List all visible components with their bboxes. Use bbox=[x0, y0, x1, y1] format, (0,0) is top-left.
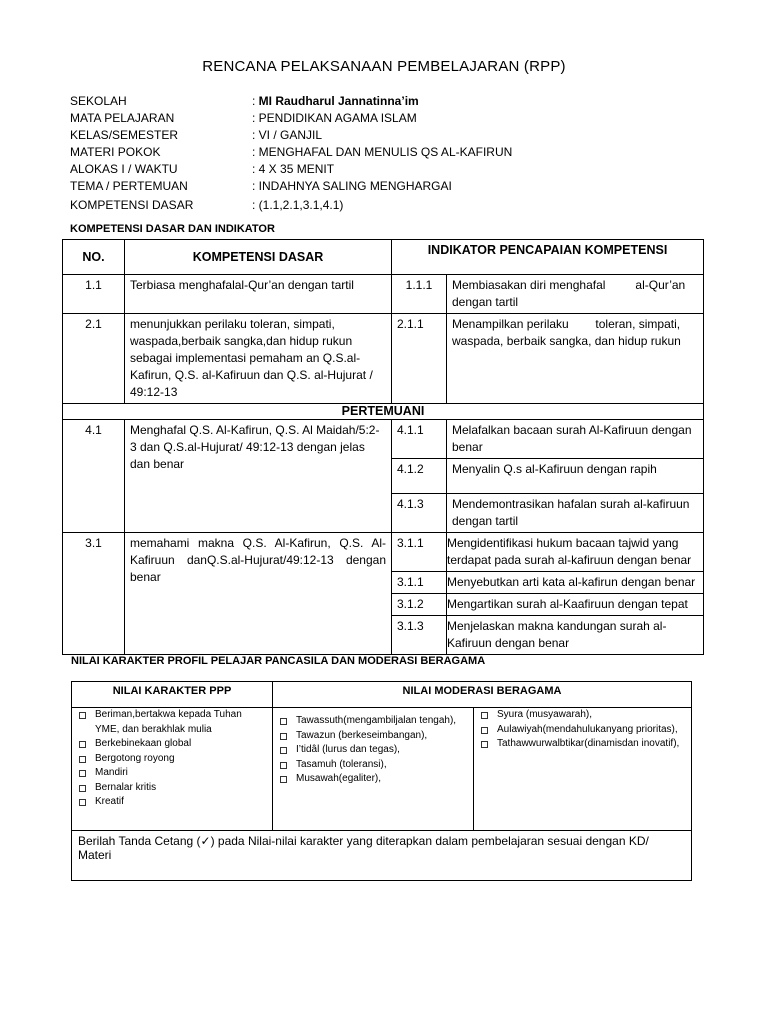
indicator-text: Menyalin Q.s al-Kafiruun dengan rapih bbox=[447, 459, 704, 494]
ppp-moderasi-table bbox=[71, 681, 692, 881]
info-label: MATERI POKOK bbox=[70, 145, 161, 159]
kd-number: 4.1 bbox=[63, 420, 125, 533]
info-label: KELAS/SEMESTER bbox=[70, 128, 179, 142]
pertemuan-label: PERTEMUANI bbox=[63, 404, 704, 420]
checkbox-icon[interactable] bbox=[280, 762, 287, 769]
ppp-list-cell bbox=[72, 708, 273, 831]
table-row bbox=[63, 275, 704, 314]
info-value bbox=[252, 178, 452, 195]
kd-text: memahami makna Q.S. Al-Kafirun, Q.S. Al-Kafiruun danQ.S.al-Hujurat/49:12-13 dengan benar bbox=[125, 533, 392, 655]
list-item bbox=[474, 708, 687, 723]
indicator-text: Menjelaskan makna kandungan surah al-Kafiruun dengan benar bbox=[447, 616, 704, 655]
indicator-number: 3.1.1 bbox=[392, 533, 447, 572]
list-item bbox=[273, 743, 469, 758]
info-separator: : bbox=[252, 94, 259, 108]
table-row bbox=[63, 420, 704, 459]
checkbox-icon[interactable] bbox=[79, 799, 86, 806]
info-label: MATA PELAJARAN bbox=[70, 111, 175, 125]
kd-number: 3.1 bbox=[63, 533, 125, 655]
moderasi-list bbox=[474, 708, 687, 752]
ppp-list bbox=[72, 708, 268, 810]
info-value bbox=[252, 144, 512, 161]
list-item-label: Berkebinekaan global bbox=[95, 738, 192, 749]
page-title: RENCANA PELAKSANAAN PEMBELAJARAN (RPP) bbox=[202, 58, 566, 75]
kd-text: menunjukkan perilaku toleran, simpati, waspada,berbaik sangka,dan hidup rukun sebagai implementasi pemaham an Q.S.al-Kafirun, Q.S. al-Kafiruun dan Q.S. al-Hujurat / 49:12-13 bbox=[125, 314, 392, 404]
info-label: KOMPETENSI DASAR bbox=[70, 198, 194, 212]
indicator-text: Mengartikan surah al-Kaafiruun dengan tepat bbox=[447, 594, 704, 616]
indicator-text: Mendemontrasikan hafalan surah al-kafiruun dengan tartil bbox=[447, 494, 704, 533]
list-item bbox=[273, 729, 469, 744]
header-indikator: INDIKATOR PENCAPAIAN KOMPETENSI bbox=[392, 240, 704, 275]
table-header-row bbox=[63, 240, 704, 275]
header-nilai-karakter-ppp: NILAI KARAKTER PPP bbox=[72, 682, 273, 708]
pertemuan-row bbox=[63, 404, 704, 420]
kd-indicator-table bbox=[62, 239, 704, 655]
indicator-number: 4.1.3 bbox=[392, 494, 447, 533]
info-value-text: VI / GANJIL bbox=[258, 128, 323, 142]
indicator-text: Mengidentifikasi hukum bacaan tajwid yang terdapat pada surah al-kafiruun dengan benar bbox=[447, 533, 704, 572]
moderasi-list bbox=[273, 714, 469, 787]
list-item bbox=[72, 766, 268, 781]
table-row bbox=[63, 533, 704, 572]
indicator-number: 1.1.1 bbox=[392, 275, 447, 314]
kd-number: 1.1 bbox=[63, 275, 125, 314]
info-separator: : bbox=[252, 145, 259, 159]
checkbox-icon[interactable] bbox=[79, 785, 86, 792]
info-value-text: 4 X 35 MENIT bbox=[258, 162, 335, 176]
checkbox-icon[interactable] bbox=[481, 712, 488, 719]
school-name: MI Raudharul Jannatinna’im bbox=[258, 94, 419, 108]
list-item-label: Bergotong royong bbox=[95, 752, 175, 764]
info-value bbox=[252, 110, 417, 127]
list-item bbox=[72, 752, 268, 767]
kd-text: Terbiasa menghafalal-Qur’an dengan tartil bbox=[125, 275, 392, 314]
indicator-number: 2.1.1 bbox=[392, 314, 447, 404]
header-kd: KOMPETENSI DASAR bbox=[125, 240, 392, 275]
list-item-label: Beriman,bertakwa kepada Tuhan YME, dan berakhlak mulia bbox=[95, 709, 242, 735]
info-value bbox=[252, 197, 343, 214]
list-item-label: Mandiri bbox=[95, 767, 128, 778]
table-row bbox=[72, 708, 692, 831]
header-no: NO. bbox=[63, 240, 125, 275]
info-value-text: (1.1,2.1,3.1,4.1) bbox=[258, 198, 344, 212]
list-item-label: I’tidâl (lurus dan tegas), bbox=[296, 744, 400, 755]
list-item-label: Syura (musyawarah), bbox=[497, 709, 593, 720]
table-header-row bbox=[72, 682, 692, 708]
kd-number: 2.1 bbox=[63, 314, 125, 404]
checkbox-icon[interactable] bbox=[79, 770, 86, 777]
info-separator: : bbox=[252, 128, 259, 142]
kd-text: Menghafal Q.S. Al-Kafirun, Q.S. Al Maidah/5:2-3 dan Q.S.al-Hujurat/ 49:12-13 dengan jelas dan benar bbox=[125, 420, 392, 533]
indicator-number: 3.1.2 bbox=[392, 594, 447, 616]
info-separator: : bbox=[252, 179, 259, 193]
info-separator: : bbox=[252, 162, 259, 176]
list-item-label: Tawassuth(mengambiljalan tengah), bbox=[296, 715, 457, 726]
list-item bbox=[72, 795, 268, 810]
checkbox-icon[interactable] bbox=[280, 747, 287, 754]
info-value-text: PENDIDIKAN AGAMA ISLAM bbox=[258, 111, 417, 125]
list-item bbox=[273, 758, 469, 773]
list-item-label: Musawah(egaliter), bbox=[296, 773, 382, 784]
list-item-label: Tawazun (berkeseimbangan), bbox=[296, 729, 428, 741]
info-value bbox=[252, 127, 322, 144]
info-value-text: MENGHAFAL DAN MENULIS QS AL-KAFIRUN bbox=[258, 145, 513, 159]
checkbox-icon[interactable] bbox=[481, 727, 488, 734]
info-separator: : bbox=[252, 198, 259, 212]
list-item-label: Tathawwurwalbtikar(dinamisdan inovatif), bbox=[497, 738, 680, 749]
list-item bbox=[474, 723, 687, 738]
checkbox-icon[interactable] bbox=[79, 712, 86, 719]
table-footer-row bbox=[72, 831, 692, 881]
checkbox-icon[interactable] bbox=[280, 733, 287, 740]
indicator-text: Membiasakan diri menghafal al-Qur’an dengan tartil bbox=[447, 275, 704, 314]
info-value bbox=[252, 93, 419, 110]
moderasi-list-cell-1 bbox=[273, 708, 474, 831]
info-value-text: INDAHNYA SALING MENGHARGAI bbox=[258, 179, 452, 193]
indicator-number: 3.1.3 bbox=[392, 616, 447, 655]
list-item-label: Kreatif bbox=[95, 796, 124, 807]
kd-section-title: KOMPETENSI DASAR DAN INDIKATOR bbox=[70, 223, 275, 235]
info-label: ALOKAS I / WAKTU bbox=[70, 162, 178, 176]
list-item-label: Tasamuh (toleransi), bbox=[296, 758, 387, 770]
list-item-label: Aulawiyah(mendahulukanyang prioritas), bbox=[497, 723, 678, 735]
indicator-text: Melafalkan bacaan surah Al-Kafiruun dengan benar bbox=[447, 420, 704, 459]
list-item bbox=[72, 737, 268, 752]
indicator-number: 4.1.1 bbox=[392, 420, 447, 459]
checkbox-icon[interactable] bbox=[280, 776, 287, 783]
info-value bbox=[252, 161, 334, 178]
checkbox-icon[interactable] bbox=[280, 718, 287, 725]
list-item bbox=[474, 737, 687, 752]
list-item bbox=[273, 714, 469, 729]
moderasi-list-cell-2 bbox=[474, 708, 692, 831]
list-item bbox=[72, 708, 268, 737]
checkbox-icon[interactable] bbox=[79, 756, 86, 763]
instruction-text: Berilah Tanda Cetang (✓) pada Nilai-nilai karakter yang diterapkan dalam pembelajaran sesuai dengan KD/ Materi bbox=[72, 831, 692, 881]
list-item-label: Bernalar kritis bbox=[95, 781, 157, 793]
indicator-number: 3.1.1 bbox=[392, 572, 447, 594]
list-item bbox=[72, 781, 268, 796]
info-separator: : bbox=[252, 111, 259, 125]
indicator-text: Menyebutkan arti kata al-kafirun dengan benar bbox=[447, 572, 704, 594]
header-nilai-moderasi: NILAI MODERASI BERAGAMA bbox=[273, 682, 692, 708]
info-label: SEKOLAH bbox=[70, 94, 127, 108]
table-row bbox=[63, 314, 704, 404]
info-label: TEMA / PERTEMUAN bbox=[70, 179, 188, 193]
indicator-number: 4.1.2 bbox=[392, 459, 447, 494]
ppp-section-title: NILAI KARAKTER PROFIL PELAJAR PANCASILA DAN MODERASI BERAGAMA bbox=[71, 655, 486, 667]
checkbox-icon[interactable] bbox=[79, 741, 86, 748]
indicator-text: Menampilkan perilaku toleran, simpati, waspada, berbaik sangka, dan hidup rukun bbox=[447, 314, 704, 404]
checkbox-icon[interactable] bbox=[481, 741, 488, 748]
list-item bbox=[273, 772, 469, 787]
